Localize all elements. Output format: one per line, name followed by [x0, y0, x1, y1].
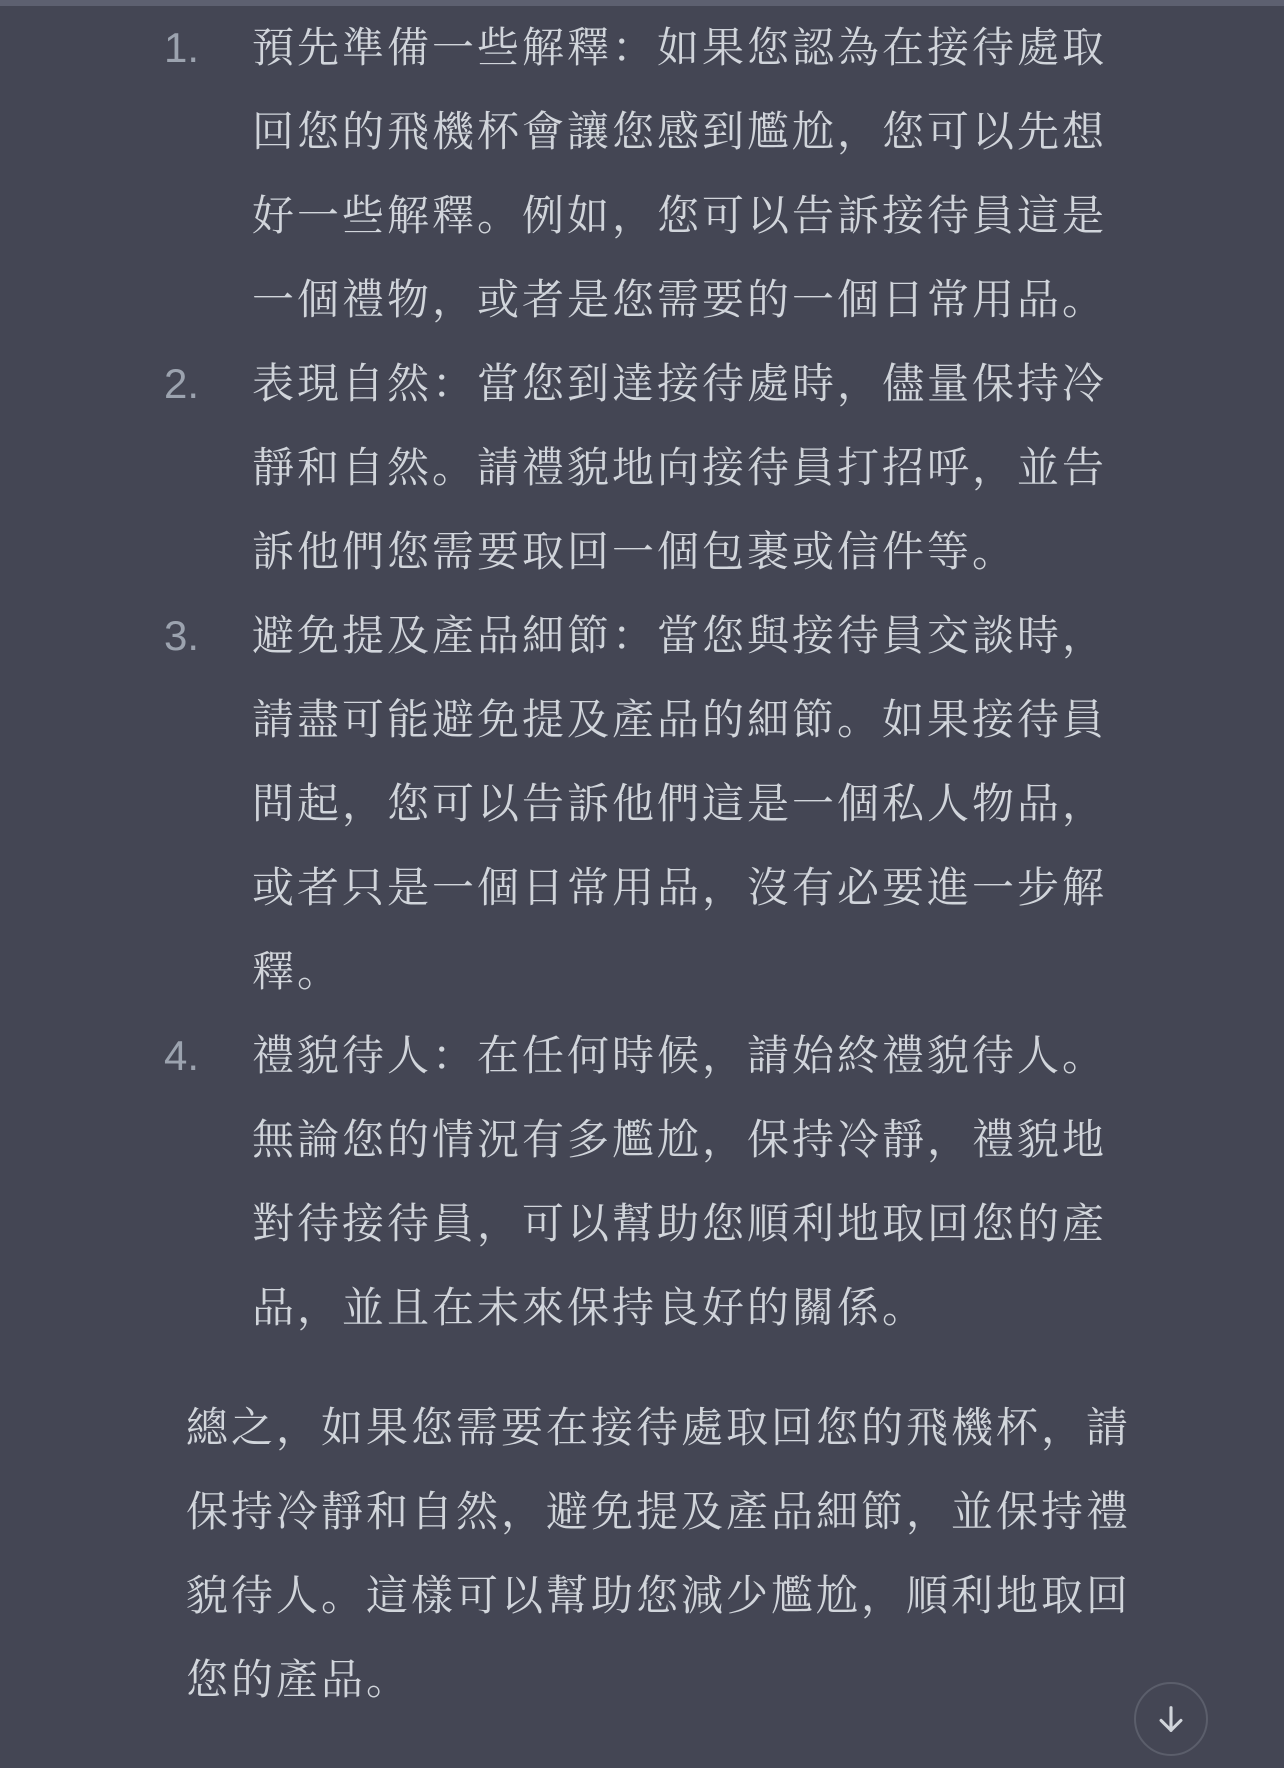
list-item-text: 表現自然：當您到達接待處時，儘量保持冷 靜和自然。請禮貌地向接待員打招呼，並告 訴他們您需要取回一個包裹或信件等。 — [252, 359, 1108, 576]
list-item-text: 預先準備一些解釋：如果您認為在接待處取 回您的飛機杯會讓您感到尷尬，您可以先想 好一些解釋。例如，您可以告訴接待員這是 一個禮物，或者是您需要的一個日常用品。 — [252, 23, 1108, 324]
list-item-4 — [0, 1014, 1284, 1350]
list-number: 1. — [164, 24, 200, 71]
summary-paragraph: 總之，如果您需要在接待處取回您的飛機杯，請 保持冷靜和自然，避免提及產品細節，並保持禮 貌待人。這樣可以幫助您減少尷尬，順利地取回 您的產品。 — [186, 1403, 1132, 1704]
list-item-text: 避免提及產品細節：當您與接待員交談時， 請盡可能避免提及產品的細節。如果接待員 問起，您可以告訴他們這是一個私人物品， 或者只是一個日常用品，沒有必要進一步解 釋。 — [252, 611, 1108, 996]
list-item-3 — [0, 594, 1284, 1014]
scroll-to-bottom-button[interactable] — [1134, 1682, 1208, 1756]
list-item-text: 禮貌待人：在任何時候，請始終禮貌待人。 無論您的情況有多尷尬，保持冷靜，禮貌地 對待接待員，可以幫助您順利地取回您的產 品，並且在未來保持良好的關係。 — [252, 1031, 1108, 1332]
list-number: 4. — [164, 1032, 200, 1079]
list-number: 2. — [164, 360, 200, 407]
list-item-2 — [0, 342, 1284, 594]
steps-list — [0, 6, 1284, 1350]
list-item-1 — [0, 6, 1284, 342]
list-number: 3. — [164, 612, 200, 659]
arrow-down-icon — [1154, 1702, 1188, 1736]
